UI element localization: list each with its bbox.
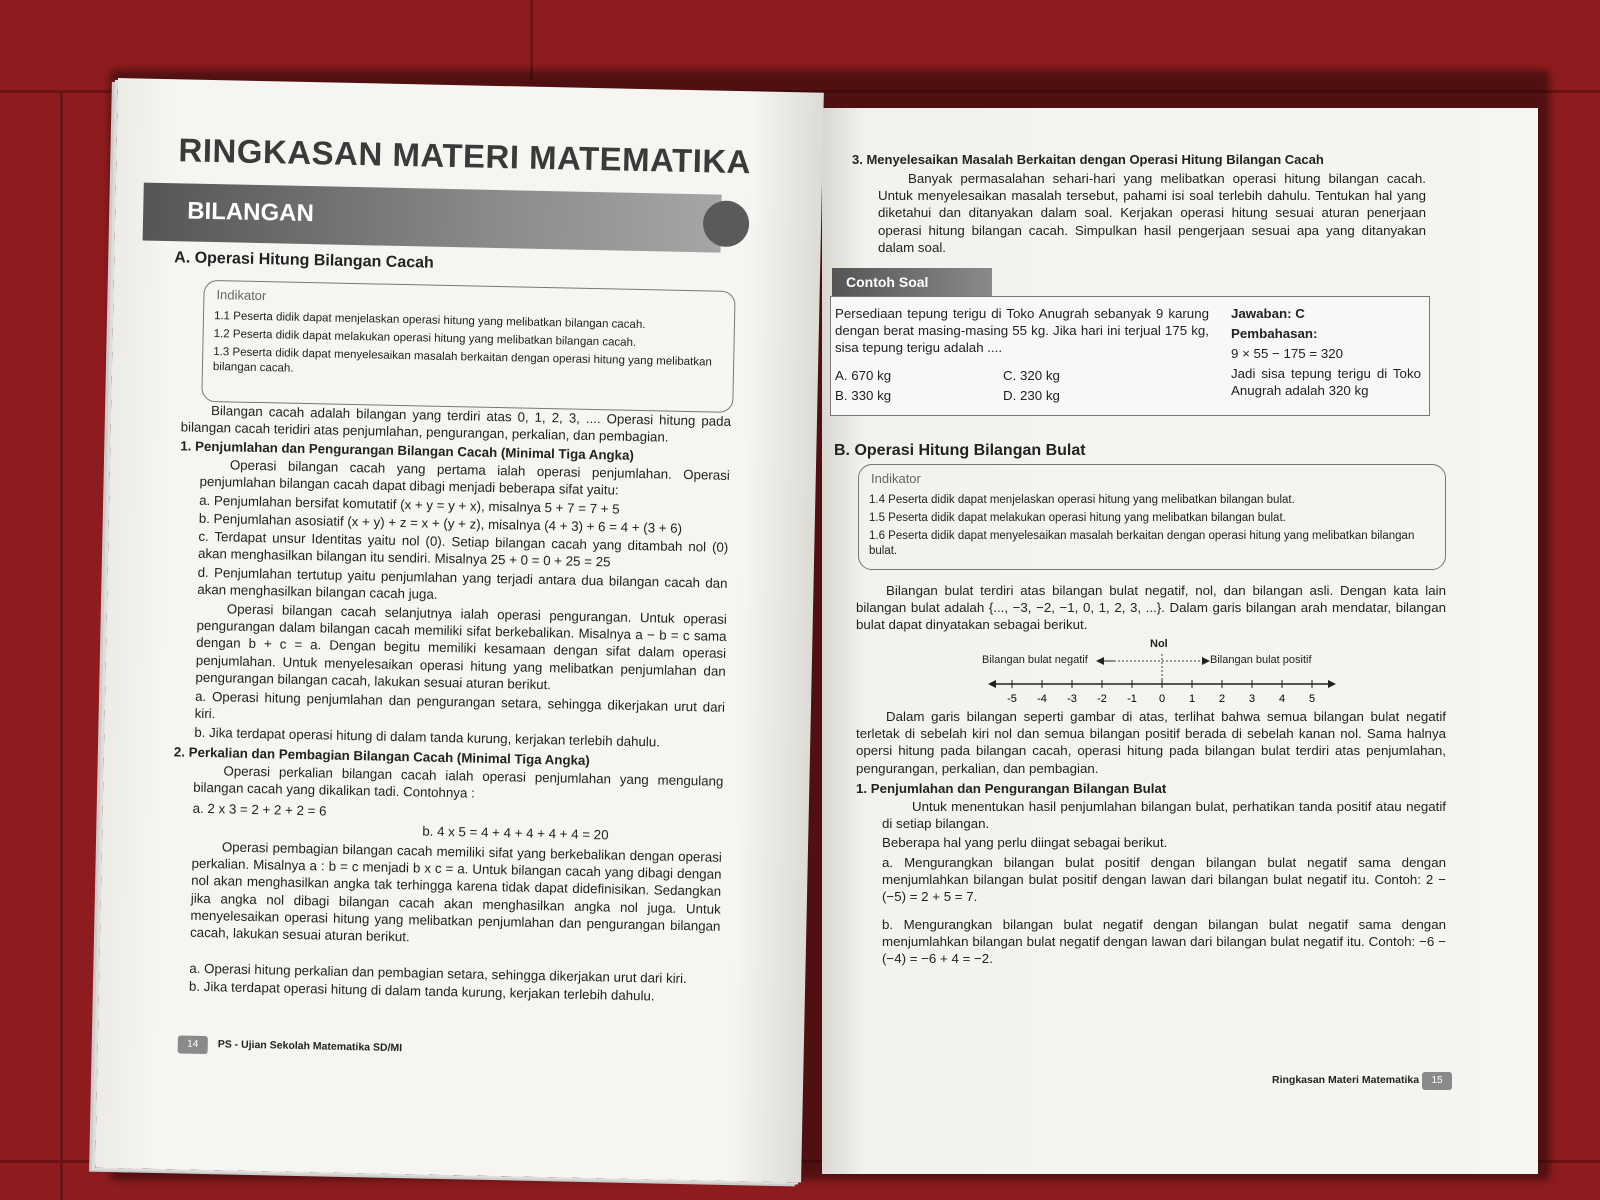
section-b-heading: B. Operasi Hitung Bilangan Bulat [834, 442, 1086, 459]
chapter-band [143, 183, 722, 253]
tick-label: 4 [1278, 693, 1286, 705]
indikator-box [201, 280, 735, 413]
paragraph-h1b: Beberapa hal yang perlu diingat sebagai berikut. [882, 835, 1168, 850]
paragraph-bulat: Bilangan bulat terdiri atas bilangan bulat negatif, nol, dan bilangan asli. Dengan kata lain bilangan bulat adalah {..., −3, −2, −1, 0, 1, 2, 3, ...}. Dalam garis bilangan arah mendatar, bilangan bulat dapat dinyatakan sebagai berikut. [856, 583, 1446, 633]
heading-bulat-1: 1. Penjumlahan dan Pengurangan Bilangan Bulat [856, 781, 1167, 796]
band-cap [703, 200, 750, 247]
tick-label: 0 [1158, 693, 1166, 705]
tick-label: 1 [1188, 693, 1196, 705]
tick-label: -4 [1037, 693, 1047, 705]
page-title: RINGKASAN MATERI MATEMATIKA [178, 131, 752, 181]
paragraph-garis: Dalam garis bilangan seperti gambar di atas, terlihat bahwa semua bilangan bulat negatif terletak di sebelah kiri nol dan semua bilangan positif berada di sebelah kanan nol. Sama halnya opersi hitung pada bilangan cacah, operasi hitung pada bilangan bulat terdiri atas penjumlahan, pengurangan, perkalian, dan pembagian. [856, 709, 1446, 776]
nol-label: Nol [1150, 638, 1168, 650]
tile-grout [530, 0, 533, 80]
page-number: 15 [1422, 1072, 1452, 1090]
soal-text: Persediaan tepung terigu di Toko Anugrah sebanyak 9 karung dengan berat masing-masing 55 kg. Jika hari ini terjual 175 kg, sisa tepung terigu adalah .... [835, 306, 1209, 356]
list-item: c. Terdapat unsur Identitas yaitu nol (0). Setiap bilangan cacah yang ditambah nol (0) akan menghasilkan bilangan itu sendiri. Misalnya 25 + 0 = 0 + 25 = 25 [197, 528, 729, 570]
paragraph-h3: Banyak permasalahan sehari-hari yang melibatkan operasi hitung bilangan cacah. Untuk menyelesaikan masalah tersebut, pahami isi soal terlebih dahulu. Tentukan hal yang diketahui dan ditanyakan dalam soal. Kerjakan operasi hitung sesuai aturan penerjaan operasi hitung bilangan cacah. Simpulkan hasil pengerjaan sesuai apa yang ditanyakan dalam soal. [878, 171, 1426, 255]
contoh-soal-box [830, 296, 1430, 416]
footer-text: PS - Ujian Sekolah Matematika SD/MI [217, 1038, 403, 1055]
footer-text: Ringkasan Materi Matematika [1272, 1074, 1420, 1086]
indikator-item: 1.4 Peserta didik dapat menjelaskan operasi hitung yang melibatkan bilangan bulat. [869, 494, 1295, 506]
axis-left-arrow [988, 680, 996, 688]
tick-label: -5 [1007, 693, 1017, 705]
tick-label: 2 [1218, 693, 1226, 705]
paragraph-h1: Untuk menentukan hasil penjumlahan bilangan bulat, perhatikan tanda positif atau negatif di setiap bilangan. [882, 799, 1446, 832]
list-item: a. Operasi hitung penjumlahan dan pengurangan setara, sehingga dikerjakan urut dari kiri. [194, 688, 726, 722]
list-item: b. Penjumlahan asosiatif (x + y) + z = x + (y + z), misalnya (4 + 3) + 6 = 4 + (3 + 6) [198, 510, 683, 536]
contoh-soal-label: Contoh Soal [846, 274, 929, 290]
pembahasan-label: Pembahasan: [1231, 326, 1318, 341]
indikator-item: 1.1 Peserta didik dapat menjelaskan operasi hitung yang melibatkan bilangan cacah. [213, 310, 646, 332]
list-item: b. Jika terdapat operasi hitung di dalam tanda kurung, kerjakan terlebih dahulu. [188, 978, 655, 1004]
indikator-item: 1.3 Peserta didik dapat menyelesaikan masalah berkaitan dengan operasi hitung yang melibatkan bilangan cacah. [212, 346, 712, 375]
indikator-title: Indikator [216, 287, 267, 304]
tick-label: -3 [1067, 693, 1077, 705]
indikator-box [858, 464, 1446, 570]
positive-label: Bilangan bulat positif [1210, 654, 1312, 666]
conclusion: Jadi sisa tepung terigu di Toko Anugrah adalah 320 kg [1231, 366, 1421, 399]
negative-label: Bilangan bulat negatif [982, 654, 1088, 666]
list-item: a. Operasi hitung perkalian dan pembagian setara, sehingga dikerjakan urut dari kiri. [189, 960, 687, 987]
tick-label: 3 [1248, 693, 1256, 705]
option-b: B. 330 kg [835, 388, 892, 403]
list-item: a. Penjumlahan bersifat komutatif (x + y = y + x), misalnya 5 + 7 = 7 + 5 [199, 492, 620, 517]
pos-arrowhead [1202, 657, 1210, 665]
heading-3: 3. Menyelesaikan Masalah Berkaitan dengan Operasi Hitung Bilangan Cacah [852, 152, 1324, 167]
tick-label: 5 [1308, 693, 1316, 705]
number-line-svg [982, 638, 1342, 718]
heading-2: 2. Perkalian dan Pembagian Bilangan Cacah (Minimal Tiga Angka) [173, 744, 590, 769]
chapter-label: BILANGAN [186, 197, 315, 228]
calculation: 9 × 55 − 175 = 320 [1231, 346, 1344, 361]
example-b: b. 4 x 5 = 4 + 4 + 4 + 4 + 4 = 20 [422, 823, 609, 843]
tile-grout [60, 90, 63, 1200]
axis-right-arrow [1328, 680, 1336, 688]
section-a-heading: A. Operasi Hitung Bilangan Cacah [174, 249, 434, 272]
number-line [982, 638, 1342, 718]
neg-arrowhead [1096, 657, 1104, 665]
list-item: d. Penjumlahan tertutup yaitu penjumlahan yang terjadi antara dua bilangan cacah dan akan menghasilkan bilangan cacah juga. [197, 564, 728, 603]
page-number: 14 [178, 1035, 208, 1054]
paragraph-2: Operasi bilangan cacah selanjutnya ialah operasi pengurangan. Untuk operasi pengurangan dalam bilangan cacah memiliki sifat berkebalikan. Misalnya a − b = c sama dengan b + c = a. Dengan begitu memiliki kesamaan dengan sifat dalam operasi penjumlahan. Untuk menyelesaikan operasi hitung yang melibatkan penjumlahan dan pengurangan bilangan cacah, lakukan sesuai aturan berikut. [195, 601, 727, 693]
option-c: C. 320 kg [1003, 368, 1060, 383]
paragraph-1: Operasi bilangan cacah yang pertama ialah operasi penjumlahan. Operasi penjumlahan bilangan cacah dapat dibagi menjadi beberapa sifat yaitu: [199, 457, 730, 498]
list-item: a. Mengurangkan bilangan bulat positif dengan bilangan bulat negatif sama dengan menjumlahkan bilangan bulat positif dengan lawan dari bilangan bulat negatif itu. Contoh: 2 − (−5) = 2 + 5 = 7. [882, 855, 1446, 905]
paragraph-3: Operasi perkalian bilangan cacah ialah operasi penjumlahan yang mengulang bilangan cacah yang dikalikan tadi. Contohnya : [193, 763, 724, 801]
indikator-item: 1.2 Peserta didik dapat melakukan operasi hitung yang melibatkan bilangan cacah. [213, 328, 637, 349]
option-d: D. 230 kg [1003, 388, 1060, 403]
example-a: a. 2 x 3 = 2 + 2 + 2 = 6 [192, 800, 327, 819]
intro-paragraph: Bilangan cacah adalah bilangan yang terdiri atas 0, 1, 2, 3, .... Operasi hitung pada bilangan cacah teridiri atas penjumlahan, pengurangan, perkalian, dan pembagian. [180, 403, 732, 445]
left-page [95, 78, 824, 1183]
indikator-title: Indikator [871, 471, 921, 486]
indikator-item: 1.6 Peserta didik dapat menyelesaikan masalah berkaitan dengan operasi hitung yang melibatkan bilangan bulat. [869, 530, 1415, 557]
tick-label: -1 [1127, 693, 1137, 705]
jawaban: Jawaban: C [1231, 306, 1305, 321]
list-item: b. Jika terdapat operasi hitung di dalam tanda kurung, kerjakan terlebih dahulu. [194, 724, 661, 750]
contoh-soal-tab [832, 268, 992, 296]
right-page [822, 108, 1538, 1174]
option-a: A. 670 kg [835, 368, 892, 383]
list-item: b. Mengurangkan bilangan bulat negatif dengan bilangan bulat negatif sama dengan menjumlahkan bilangan bulat negatif dengan lawan dari bilangan bulat negatif itu. Contoh: −6 − (−4) = −6 + 4 = −2. [882, 917, 1446, 967]
heading-1: 1. Penjumlahan dan Pengurangan Bilangan Cacah (Minimal Tiga Angka) [180, 438, 635, 463]
indikator-item: 1.5 Peserta didik dapat melakukan operasi hitung yang melibatkan bilangan bulat. [869, 512, 1286, 524]
tick-label: -2 [1097, 693, 1107, 705]
paragraph-4: Operasi pembagian bilangan cacah memiliki sifat yang berkebalikan dengan operasi perkalian. Misalnya a : b = c menjadi b x c = a. Untuk bilangan cacah yang dibagi dengan nol akan menghasilkan angka tak terhingga karena tidak dapat didefinisikan. Sedangkan jika angka nol dibagi bilangan cacah akan menghasilkan angka nol juga. Untuk menyelesaikan operasi hitung yang melibatkan penjumlahan dan pengurangan bilangan cacah, lakukan sesuai aturan berikut. [189, 839, 722, 945]
